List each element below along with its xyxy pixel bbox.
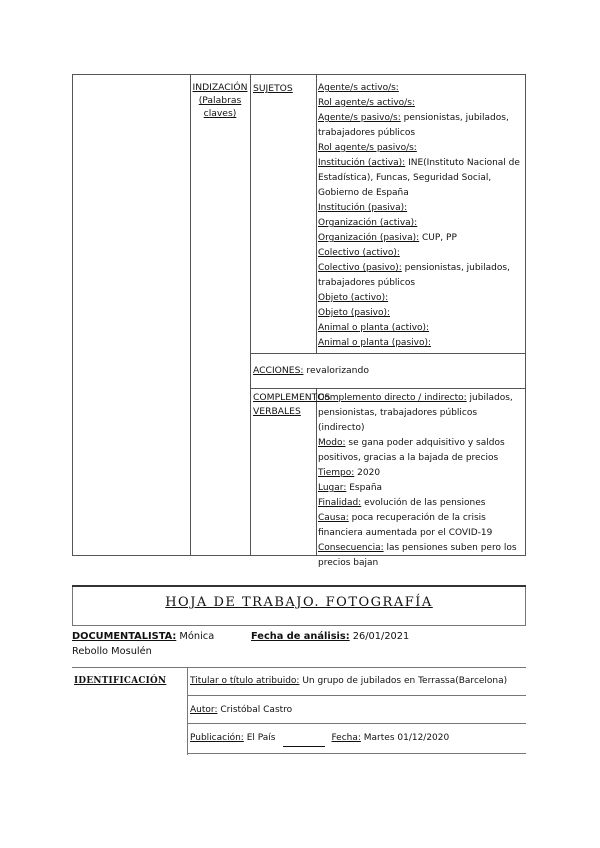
row-divider [187,723,526,724]
sujeto-item [318,81,524,96]
sujeto-item [318,141,524,156]
sujeto-item-label: Objeto (activo): [318,293,389,303]
sujeto-item [318,306,524,321]
worksheet-title [72,595,526,610]
sujeto-item [318,231,524,246]
column-divider [190,75,191,555]
fecha-analisis-field [251,629,521,644]
complemento-item-label: Consecuencia: [318,543,384,553]
complemento-item-value: jubilados, pensionistas, trabajadores públicos (indirecto) [318,393,513,433]
complemento-item-label: Finalidad: [318,498,362,508]
autor-field [190,703,524,718]
fecha-label: Fecha: [331,733,361,743]
publicacion-field [190,731,524,747]
sujeto-item-label: Objeto (pasivo): [318,308,391,318]
autor-label: Autor: [190,705,218,715]
complementos-header [253,391,331,418]
sujeto-item-label: Rol agente/s pasivo/s: [318,143,417,153]
sujeto-item-label: Animal o planta (pasivo): [318,338,432,348]
sujeto-item [318,246,524,261]
sujeto-item-label: Agente/s activo/s: [318,83,399,93]
identificacion-label [74,674,186,689]
worksheet-table [72,585,526,767]
complemento-item [318,511,524,541]
row-divider [72,667,526,668]
sujeto-item [318,291,524,306]
acciones-row [253,363,523,378]
complemento-item-label: Modo: [318,438,346,448]
sujeto-item-value: pensionistas, jubilados, trabajadores públicos [318,113,509,138]
sujeto-item-label: Organización (pasiva): [318,233,420,243]
acciones-value: revalorizando [303,365,369,376]
top-border [72,585,526,587]
sujeto-item-label: Organización (activa): [318,218,418,228]
complemento-item-value: 2020 [354,468,381,478]
sujeto-item [318,336,524,351]
complemento-item-label: Complemento directo / indirecto: [318,393,467,403]
complemento-item-label: Lugar: [318,483,347,493]
sujeto-item-label: Colectivo (activo): [318,248,400,258]
sujeto-item [318,96,524,111]
sujeto-item-label: Rol agente/s activo/s: [318,98,415,108]
blank-underline [283,731,325,747]
complementos-list [318,391,524,571]
sujeto-item-label: Institución (pasiva): [318,203,408,213]
complemento-item [318,391,524,436]
complemento-item-label: Causa: [318,513,349,523]
complemento-item-value: se gana poder adquisitivo y saldos positivos, gracias a la bajada de precios [318,438,505,463]
row-divider [250,388,525,389]
fecha-value: Martes 01/12/2020 [360,733,450,743]
indexing-table [72,74,526,568]
sujeto-item [318,201,524,216]
complemento-item-value: España [346,483,383,493]
row-divider [250,353,525,354]
sujeto-item [318,216,524,231]
complemento-item-value: evolución de las pensiones [361,498,486,508]
row-divider [187,695,526,696]
sujetos-header [253,81,315,96]
sujeto-item [318,261,524,291]
titular-label: Titular o título atribuido: [190,676,300,686]
complemento-item-value: poca recuperación de la crisis financiera aumentada por el COVID-19 [318,513,493,538]
row-divider [187,753,526,754]
sujeto-item-label: Animal o planta (activo): [318,323,430,333]
sujeto-item-value: pensionistas, jubilados, trabajadores públicos [318,263,510,288]
sujeto-item [318,156,524,201]
worksheet-title-text: HOJA DE TRABAJO. FOTOGRAFÍA [165,595,433,610]
sujetos-list [318,81,524,351]
autor-value: Cristóbal Castro [217,705,293,715]
publicacion-value: El País [243,733,276,743]
row-divider [72,625,526,626]
complemento-item-value: las pensiones suben pero los precios bajan [318,543,517,568]
acciones-label: ACCIONES: [253,365,304,376]
column-divider [187,667,188,755]
sujeto-item-value: INE(Instituto Nacional de Estadística), Funcas, Seguridad Social, Gobierno de España [318,158,520,198]
documentalista-field [72,629,242,659]
column-divider [316,388,317,555]
sujeto-item-value: CUP, PP [419,233,457,243]
titular-value: Un grupo de jubilados en Terrassa(Barcelona) [299,676,508,686]
complemento-item [318,496,524,511]
complemento-item [318,436,524,466]
identificacion-text: IDENTIFICACIÓN [74,676,167,686]
sujeto-item [318,111,524,141]
complemento-item [318,466,524,481]
indizacion-label: INDIZACIÓN (Palabras claves) [192,82,248,119]
documentalista-label: DOCUMENTALISTA: [72,631,177,642]
indizacion-header [191,81,249,120]
complemento-item [318,541,524,571]
complemento-item-label: Tiempo: [318,468,355,478]
column-divider [316,75,317,353]
fecha-analisis-value: 26/01/2021 [349,631,410,642]
sujeto-item-label: Colectivo (pasivo): [318,263,402,273]
titular-field [190,674,524,689]
sujetos-label: SUJETOS [253,83,293,94]
sujeto-item-label: Agente/s pasivo/s: [318,113,401,123]
complemento-item [318,481,524,496]
publicacion-label: Publicación: [190,733,244,743]
sujeto-item-label: Institución (activa): [318,158,406,168]
complementos-label: COMPLEMENTOS VERBALES [253,392,331,417]
fecha-analisis-label: Fecha de análisis: [251,631,350,642]
documentalista-value: Mónica Rebollo Mosulén [72,631,215,657]
sujeto-item [318,321,524,336]
column-divider [250,75,251,555]
